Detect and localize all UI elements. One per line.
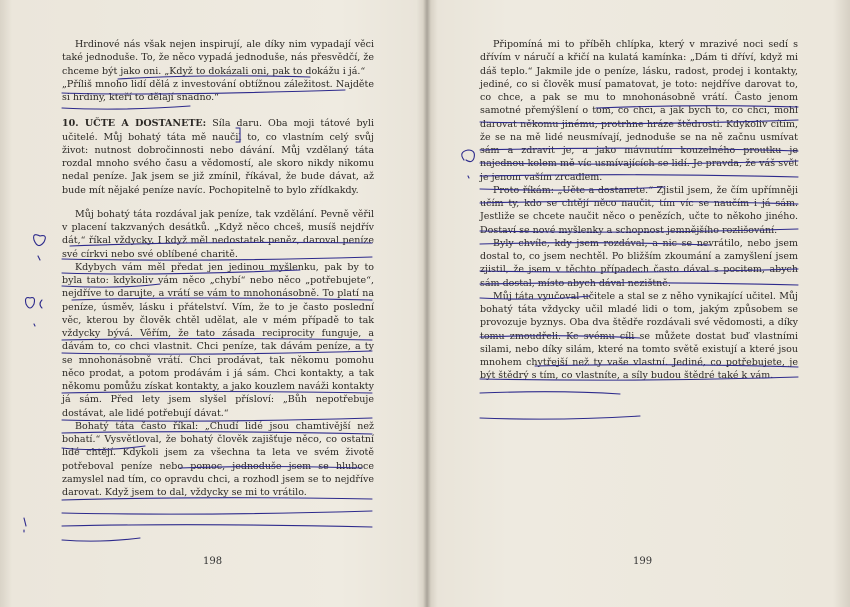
underline-mark	[480, 161, 798, 164]
underline-mark	[480, 336, 640, 338]
margin-doodle	[24, 518, 26, 532]
underline-mark	[62, 90, 345, 94]
underline-mark	[62, 432, 372, 434]
underline-mark	[480, 120, 798, 124]
paragraph: Připomíná mi to příběh chlípka, který v mrazivé noci sedí s dřívím v náručí a křičí na kulatá kamínka: „Dám ti dříví, když mi dáš teplo.“ Jakmile jde o peníze, lásku, radost, prodej i kontakty, jediné, co si člověk musí pamatovat, je toto: nejdříve darovat to, co chce, a pak se mu to mnohonásobně vrátí. Často jenom samotné přemýšlení o tom, co chci, a jak bych to, co chci, mohl darovat někomu jinému, protrhne hráze štědrosti. Kdykoliv cítím, že se na mě lidé neusmívají, jednoduše se na ně začnu usmívat sám a zdravit je, a jako mávnutím kouzelného proutku je najednou kolem mě víc usmívajících se lidí. Je pravda, že váš svět je jenom vaším zrcadlem.	[480, 39, 798, 183]
underline-mark	[62, 525, 372, 527]
underline-mark	[480, 283, 798, 285]
paragraph: Byly chvíle, kdy jsem rozdával, a nic se nevrátilo, nebo jsem dostal to, co jsem nechtěl. Po bližším zkoumání a zamyšlení jsem zjistil, že jsem v těchto případech často dával s pocitem, abych sám dostal, místo abych dával nezištně.	[480, 237, 798, 289]
underline-mark	[62, 392, 372, 394]
underline-mark	[480, 296, 590, 299]
underline-mark	[480, 392, 620, 394]
underline-mark	[480, 377, 798, 380]
underline-mark	[62, 270, 300, 274]
underline-mark	[62, 446, 145, 450]
underline-mark	[480, 269, 798, 272]
underline-mark	[62, 351, 372, 354]
underline-mark	[480, 416, 640, 419]
underline-mark	[72, 298, 372, 300]
paragraph: Můj bohatý táta rozdával jak peníze, tak vzdělání. Pevně věřil v placení takzvaných desátků. „Když něco chceš, musíš nejdřív dát,“ říkal vždycky. I když měl nedostatek peněz, daroval peníze své církvi nebo své oblíbené charitě.	[62, 208, 374, 260]
margin-doodle	[462, 150, 475, 178]
underline-mark	[62, 257, 372, 260]
underline-mark	[118, 76, 310, 79]
section-heading: 10. UČTE A DOSTANETE:	[62, 118, 207, 130]
underline-mark	[62, 538, 140, 541]
underline-mark	[62, 106, 190, 109]
underline-mark	[480, 229, 798, 232]
underline-mark	[70, 242, 372, 246]
underline-mark	[480, 148, 798, 151]
paragraph: Kdybych vám měl předat jen jedinou myšlenku, pak by to byla tato: kdykoliv vám něco „chybí“ nebo něco „potřebujete“, nejdříve to darujte, a vrátí se vám to mnohonásobně. To platí na peníze, úsměv, lásku i přátelství. Vím, že to je často poslední věc, kterou by člověk chtěl udělat, ale v mém případě to tak vždycky bývá. Věřím, že tato zásada reciprocity funguje, a dávám to, co chci vlastnit. Chci peníze, tak dávám peníze, a ty se mnohonásobně vrátí. Chci prodávat, tak někomu pomohu něco prodat, a potom prodávám i já sám. Chci kontakty, a tak někomu pomůžu získat kontakty, a jako kouzlem naváži kontakty já sám. Před lety jsem slyšel přísloví: „Bůh nepotřebuje dostávat, ale lidé potřebují dávat.“	[62, 261, 374, 419]
paragraph: Bohatý táta často říkal: „Chudí lidé jsou chamtivější než bohatí.“ Vysvětloval, že bohatý člověk zajišťuje něco, co ostatní lidé chtějí. Kdykoli jsem za všechna ta leta ve svém životě potřeboval peníze nebo pomoc, jednoduše jsem se hluboce zamyslel nad tím, co opravdu chci, a rozhodl jsem se to nejdříve darovat. Když jsem to dal, vždycky se mi to vrátilo.	[62, 420, 374, 498]
page-number-left: 198	[203, 556, 223, 567]
underline-mark	[480, 201, 798, 204]
underline-mark	[535, 365, 798, 367]
underline-mark	[62, 418, 372, 421]
underline-mark	[480, 243, 710, 245]
paragraph: Hrdinové nás však nejen inspirují, ale díky nim vypadají věci také jednoduše. To, že něco vypadá jednoduše, nás přesvědčí, že chceme být jako oni. „Když to dokázali oni, pak to dokážu i já.“	[62, 39, 374, 77]
paragraph: „Příliš mnoho lidí dělá z investování obtížnou záležitost. Najděte si hrdiny, kteří to dělají snadno.“	[62, 78, 374, 103]
bracket-mark	[236, 128, 240, 142]
underline-mark	[62, 498, 372, 500]
underline-mark	[62, 511, 372, 514]
margin-doodle	[26, 298, 43, 326]
underline-mark	[480, 175, 798, 177]
underline-mark	[596, 106, 798, 108]
underline-mark	[180, 467, 362, 469]
underline-mark	[62, 339, 372, 341]
underline-mark	[62, 284, 160, 287]
underline-mark	[480, 187, 665, 190]
paragraph: Proto říkám: „Učte a dostanete.“ Zjistil jsem, že čím upřímněji učím ty, kdo se chtějí něco naučit, tím víc se naučím i já sám. Jestliže se chcete naučit něco o penězích, učte to někoho jiného. Dostaví se nové myšlenky a schopnost jemnějšího rozlišování.	[480, 184, 798, 236]
margin-doodle	[34, 235, 46, 260]
page-number-right: 199	[633, 556, 653, 567]
section-text: Síla daru. Oba moji tátové byli učitelé. Můj bohatý táta mě naučil to, co vlastním celý svůj život: nutnost dobročinnosti nebo dávání. Můj vzdělaný táta rozdal mnoho svého času a vědomostí, ale skoro nikdy nikomu nedal peníze. Jak jsem se již zmínil, říkával, že bude dávat, až bude mít nějaké peníze navíc. Pochopitelně to bylo zřídkakdy.	[62, 118, 375, 196]
paragraph: Můj táta vyučoval učitele a stal se z něho vynikající učitel. Můj bohatý táta vždycky učil mladé lidi o tom, jakým způsobem se provozuje byznys. Oba dva štědře rozdávali své vědomosti, a díky tomu zmoudřeli. Ke svému cíli se můžete dostat buď vlastními silami, nebo díky silám, které na tomto světě existují a které jsou mnohem chytřejší než ty vaše vlastní. Jediné, co potřebujete, je být štědrý s tím, co vlastníte, a síly budou štědré také k vám.	[480, 290, 798, 382]
